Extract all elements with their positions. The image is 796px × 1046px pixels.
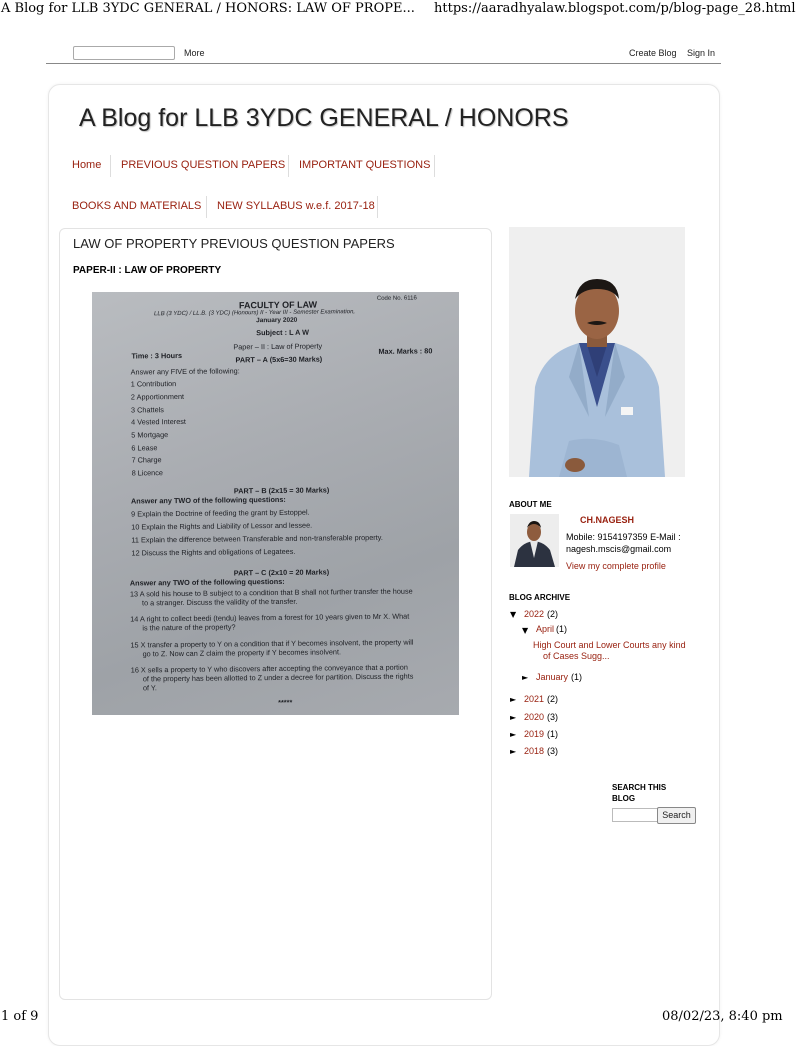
tab-new-syllabus[interactable]: NEW SYLLABUS w.e.f. 2017-18 (217, 200, 375, 212)
archive-post-link-continued[interactable]: of Cases Sugg... (543, 651, 610, 661)
view-profile-link[interactable]: View my complete profile (566, 561, 666, 571)
exam-item: of the property has been allotted to Z under a decree for partition. Discuss the rights (142, 671, 414, 684)
archive-year-2018[interactable]: 2018 (524, 746, 545, 756)
archive-month-april[interactable]: April (536, 624, 555, 634)
archive-count: (3) (547, 712, 558, 722)
navbar-search-input[interactable] (73, 46, 175, 60)
exam-item: to a stranger. Discuss the validity of the transfer. (141, 596, 298, 608)
exam-course: LLB (3 YDC) / LL.B. (3 YDC) (Honours) II - Year III - Semester Examination, (153, 309, 356, 318)
search-button[interactable]: Search (657, 807, 696, 824)
collapse-toggle-icon[interactable]: ▼ (510, 610, 517, 619)
exam-item: go to Z. Now can Z claim the property if Y becomes insolvent. (142, 647, 342, 659)
tab-separator (206, 196, 207, 218)
search-heading-continued: BLOG (612, 794, 636, 803)
exam-part-a: PART – A (5x6=30 Marks) (235, 354, 323, 365)
tab-separator (288, 155, 289, 177)
profile-photo[interactable] (509, 227, 685, 477)
exam-item: 7 Charge (131, 455, 162, 465)
post-title: LAW OF PROPERTY PREVIOUS QUESTION PAPERS (73, 236, 395, 251)
exam-item: 16 X sells a property to Y who discovers after accepting the conveyance that a portion (130, 662, 408, 675)
exam-date: January 2020 (256, 316, 298, 325)
tab-separator (110, 155, 111, 177)
exam-item: 12 Discuss the Rights and obligations of Legatees. (131, 546, 296, 558)
exam-item: 13 A sold his house to B subject to a condition that B shall not further transfer the house (129, 586, 413, 599)
blog-search-input[interactable] (612, 808, 658, 822)
archive-count: (2) (547, 694, 558, 704)
archive-year-2022[interactable]: 2022 (524, 609, 545, 619)
exam-part-c-instruction: Answer any TWO of the following questions: (129, 576, 285, 588)
profile-name-link[interactable]: CH.NAGESH (580, 515, 635, 525)
archive-count: (1) (547, 729, 558, 739)
archive-year-2021[interactable]: 2021 (524, 694, 545, 704)
exam-item: 15 X transfer a property to Y on a condition that if Y becomes insolvent, the property will (130, 637, 414, 650)
expand-toggle-icon[interactable]: ► (522, 673, 529, 682)
archive-year-2019[interactable]: 2019 (524, 729, 545, 739)
exam-max-marks: Max. Marks : 80 (378, 346, 433, 356)
navbar-divider (46, 63, 721, 64)
exam-item: 2 Apportionment (130, 391, 185, 402)
tab-home[interactable]: Home (72, 159, 102, 171)
collapse-toggle-icon[interactable]: ▼ (522, 626, 529, 635)
person-illustration (509, 227, 685, 477)
archive-count: (1) (556, 624, 567, 634)
exam-item: 5 Mortgage (131, 430, 169, 440)
archive-month-january[interactable]: January (536, 672, 569, 682)
exam-item: is the nature of the property? (142, 622, 236, 633)
profile-contact-email: nagesh.mscis@gmail.com (566, 544, 672, 554)
expand-toggle-icon[interactable]: ► (510, 713, 517, 722)
exam-part-a-instruction: Answer any FIVE of the following: (130, 366, 240, 377)
blog-title[interactable]: A Blog for LLB 3YDC GENERAL / HONORS (79, 104, 569, 132)
more-link[interactable]: More (184, 48, 205, 58)
search-heading: SEARCH THIS (612, 783, 667, 792)
expand-toggle-icon[interactable]: ► (510, 730, 517, 739)
archive-count: (3) (547, 746, 558, 756)
archive-count: (2) (547, 609, 558, 619)
exam-item: 8 Licence (131, 468, 163, 478)
create-blog-link[interactable]: Create Blog (629, 48, 677, 58)
exam-item: 3 Chattels (130, 405, 164, 415)
post-subtitle: PAPER-II : LAW OF PROPERTY (73, 265, 222, 276)
tab-previous-question-papers[interactable]: PREVIOUS QUESTION PAPERS (121, 159, 286, 171)
exam-time: Time : 3 Hours (131, 350, 183, 361)
tab-books-and-materials[interactable]: BOOKS AND MATERIALS (72, 200, 202, 212)
tab-important-questions[interactable]: IMPORTANT QUESTIONS (299, 159, 431, 171)
print-page-count: 1 of 9 (1, 1009, 39, 1024)
exam-item: 9 Explain the Doctrine of feeding the grant by Estoppel. (131, 507, 310, 519)
archive-year-2020[interactable]: 2020 (524, 712, 545, 722)
exam-item: 4 Vested Interest (131, 416, 186, 427)
exam-faculty: FACULTY OF LAW (238, 299, 318, 311)
exam-paper: Paper – II : Law of Property (233, 341, 323, 352)
exam-subject: Subject : L A W (256, 327, 310, 338)
blog-archive-heading: BLOG ARCHIVE (509, 593, 571, 602)
exam-part-b-instruction: Answer any TWO of the following questions: (130, 494, 286, 506)
archive-count: (1) (571, 672, 582, 682)
exam-item: 14 A right to collect beedi (tendu) leaves from a forest for 10 years given to Mr X. What (130, 611, 410, 624)
exam-item: 11 Explain the difference between Transferable and non-transferable property. (131, 532, 383, 545)
print-url: https://aaradhyalaw.blogspot.com/p/blog-page_28.html (434, 1, 796, 16)
tab-separator (377, 196, 378, 218)
tab-separator (434, 155, 435, 177)
exam-part-b: PART – B (2x15 = 30 Marks) (233, 485, 330, 496)
exam-item: 6 Lease (131, 443, 158, 453)
exam-item: 1 Contribution (130, 379, 177, 389)
exam-item: 10 Explain the Rights and Liability of Lessor and lessee. (131, 520, 313, 532)
exam-part-c: PART – C (2x10 = 20 Marks) (233, 567, 330, 578)
exam-item: of Y. (142, 683, 157, 693)
about-thumbnail[interactable] (510, 514, 559, 567)
print-datetime: 08/02/23, 8:40 pm (662, 1009, 783, 1024)
about-me-heading: ABOUT ME (509, 500, 552, 509)
expand-toggle-icon[interactable]: ► (510, 747, 517, 756)
question-paper-image (92, 292, 459, 715)
person-thumbnail-illustration (510, 514, 559, 567)
print-page-title: A Blog for LLB 3YDC GENERAL / HONORS: LAW OF PROPE... (1, 1, 415, 16)
expand-toggle-icon[interactable]: ► (510, 695, 517, 704)
exam-end-mark: ***** (278, 697, 293, 707)
profile-contact-line: Mobile: 9154197359 E-Mail : (566, 532, 681, 542)
exam-code: Code No. 6116 (376, 295, 417, 302)
sign-in-link[interactable]: Sign In (687, 48, 716, 58)
archive-post-link[interactable]: High Court and Lower Courts any kind (533, 640, 686, 650)
